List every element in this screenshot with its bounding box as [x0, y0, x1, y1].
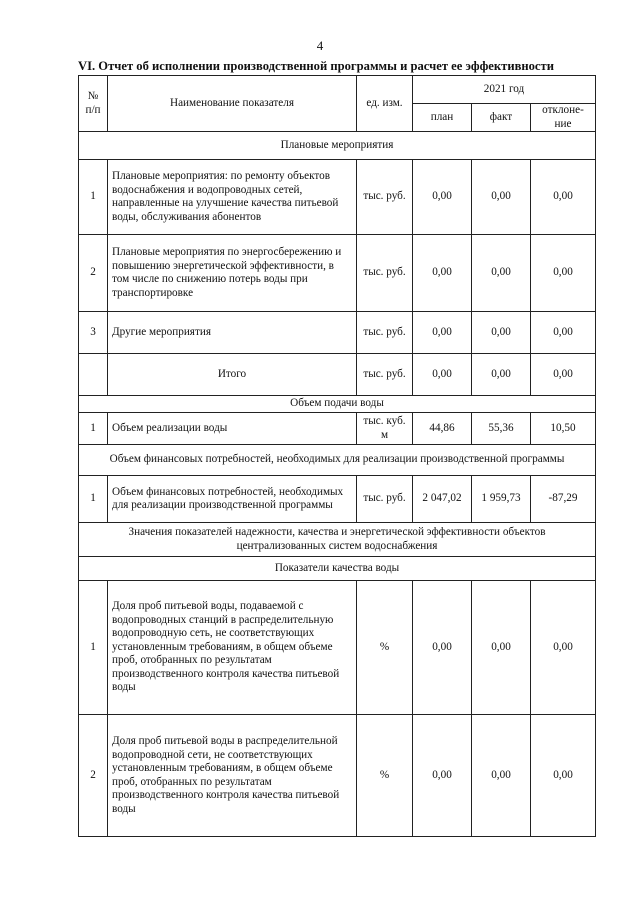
row-fact: 0,00	[472, 160, 531, 235]
row-deviation: 0,00	[531, 160, 596, 235]
header-name: Наименование показателя	[108, 76, 357, 132]
table-row	[79, 476, 596, 523]
row-plan: 0,00	[413, 581, 472, 715]
total-row	[79, 354, 596, 396]
header-num: № п/п	[79, 76, 108, 132]
row-unit: тыс. куб. м	[357, 413, 413, 445]
row-plan: 2 047,02	[413, 476, 472, 523]
row-name: Доля проб питьевой воды в распределительной водопроводной сети, не соответствующих установленным требованиям, в общем объеме проб, отобранных по результатам производственного контроля качества питьевой воды	[108, 715, 357, 837]
section-row	[79, 445, 596, 476]
section-indicators: Значения показателей надежности, качества и энергетической эффективности объектов централизованных систем водоснабжения	[79, 523, 596, 557]
row-fact: 0,00	[472, 312, 531, 354]
row-unit: тыс. руб.	[357, 312, 413, 354]
row-num: 3	[79, 312, 108, 354]
row-fact: 55,36	[472, 413, 531, 445]
row-unit: тыс. руб.	[357, 235, 413, 312]
header-row-1	[79, 76, 596, 104]
row-name: Объем финансовых потребностей, необходимых для реализации производственной программы	[108, 476, 357, 523]
row-deviation: -87,29	[531, 476, 596, 523]
row-num: 1	[79, 413, 108, 445]
section-row	[79, 396, 596, 413]
header-fact: факт	[472, 104, 531, 132]
row-num: 1	[79, 476, 108, 523]
row-num: 2	[79, 235, 108, 312]
section-finance: Объем финансовых потребностей, необходимых для реализации производственной программы	[79, 445, 596, 476]
section-quality: Показатели качества воды	[79, 557, 596, 581]
row-fact: 0,00	[472, 581, 531, 715]
row-name: Доля проб питьевой воды, подаваемой с водопроводных станций в распределительную водопроводную сеть, не соответствующих установленным требованиям, в общем объеме проб, отобранных по результатам производственного контроля качества питьевой воды	[108, 581, 357, 715]
row-plan: 0,00	[413, 312, 472, 354]
row-name: Плановые мероприятия: по ремонту объектов водоснабжения и водопроводных сетей, направленные на улучшение качества питьевой воды, обслуживания абонентов	[108, 160, 357, 235]
section-row	[79, 523, 596, 557]
section-supply: Объем подачи воды	[79, 396, 596, 413]
row-unit: тыс. руб.	[357, 160, 413, 235]
row-unit: %	[357, 581, 413, 715]
row-plan: 0,00	[413, 715, 472, 837]
row-plan: 0,00	[413, 160, 472, 235]
total-deviation: 0,00	[531, 354, 596, 396]
page-number: 4	[316, 38, 324, 53]
section-row	[79, 557, 596, 581]
row-num: 1	[79, 581, 108, 715]
row-unit: тыс. руб.	[357, 476, 413, 523]
table-row	[79, 413, 596, 445]
row-plan: 44,86	[413, 413, 472, 445]
table-row	[79, 581, 596, 715]
program-report-table	[78, 75, 596, 837]
row-fact: 1 959,73	[472, 476, 531, 523]
row-name: Другие мероприятия	[108, 312, 357, 354]
header-deviation: отклоне-ние	[531, 104, 596, 132]
header-year: 2021 год	[413, 76, 596, 104]
table-row	[79, 715, 596, 837]
total-num	[79, 354, 108, 396]
row-deviation: 0,00	[531, 715, 596, 837]
row-num: 1	[79, 160, 108, 235]
header-unit: ед. изм.	[357, 76, 413, 132]
row-num: 2	[79, 715, 108, 837]
row-deviation: 10,50	[531, 413, 596, 445]
row-plan: 0,00	[413, 235, 472, 312]
table-row	[79, 235, 596, 312]
row-deviation: 0,00	[531, 581, 596, 715]
header-plan: план	[413, 104, 472, 132]
row-fact: 0,00	[472, 235, 531, 312]
row-fact: 0,00	[472, 715, 531, 837]
row-unit: %	[357, 715, 413, 837]
table-row	[79, 160, 596, 235]
section-planned: Плановые мероприятия	[79, 132, 596, 160]
row-name: Объем реализации воды	[108, 413, 357, 445]
row-name: Плановые мероприятия по энергосбережению и повышению энергетической эффективности, в том числе по снижению потерь воды при транспортировке	[108, 235, 357, 312]
section-row	[79, 132, 596, 160]
section-title: VI. Отчет об исполнении производственной программы и расчет ее эффективности	[78, 59, 554, 73]
total-unit: тыс. руб.	[357, 354, 413, 396]
row-deviation: 0,00	[531, 312, 596, 354]
row-deviation: 0,00	[531, 235, 596, 312]
total-plan: 0,00	[413, 354, 472, 396]
total-name: Итого	[108, 354, 357, 396]
total-fact: 0,00	[472, 354, 531, 396]
table-row	[79, 312, 596, 354]
